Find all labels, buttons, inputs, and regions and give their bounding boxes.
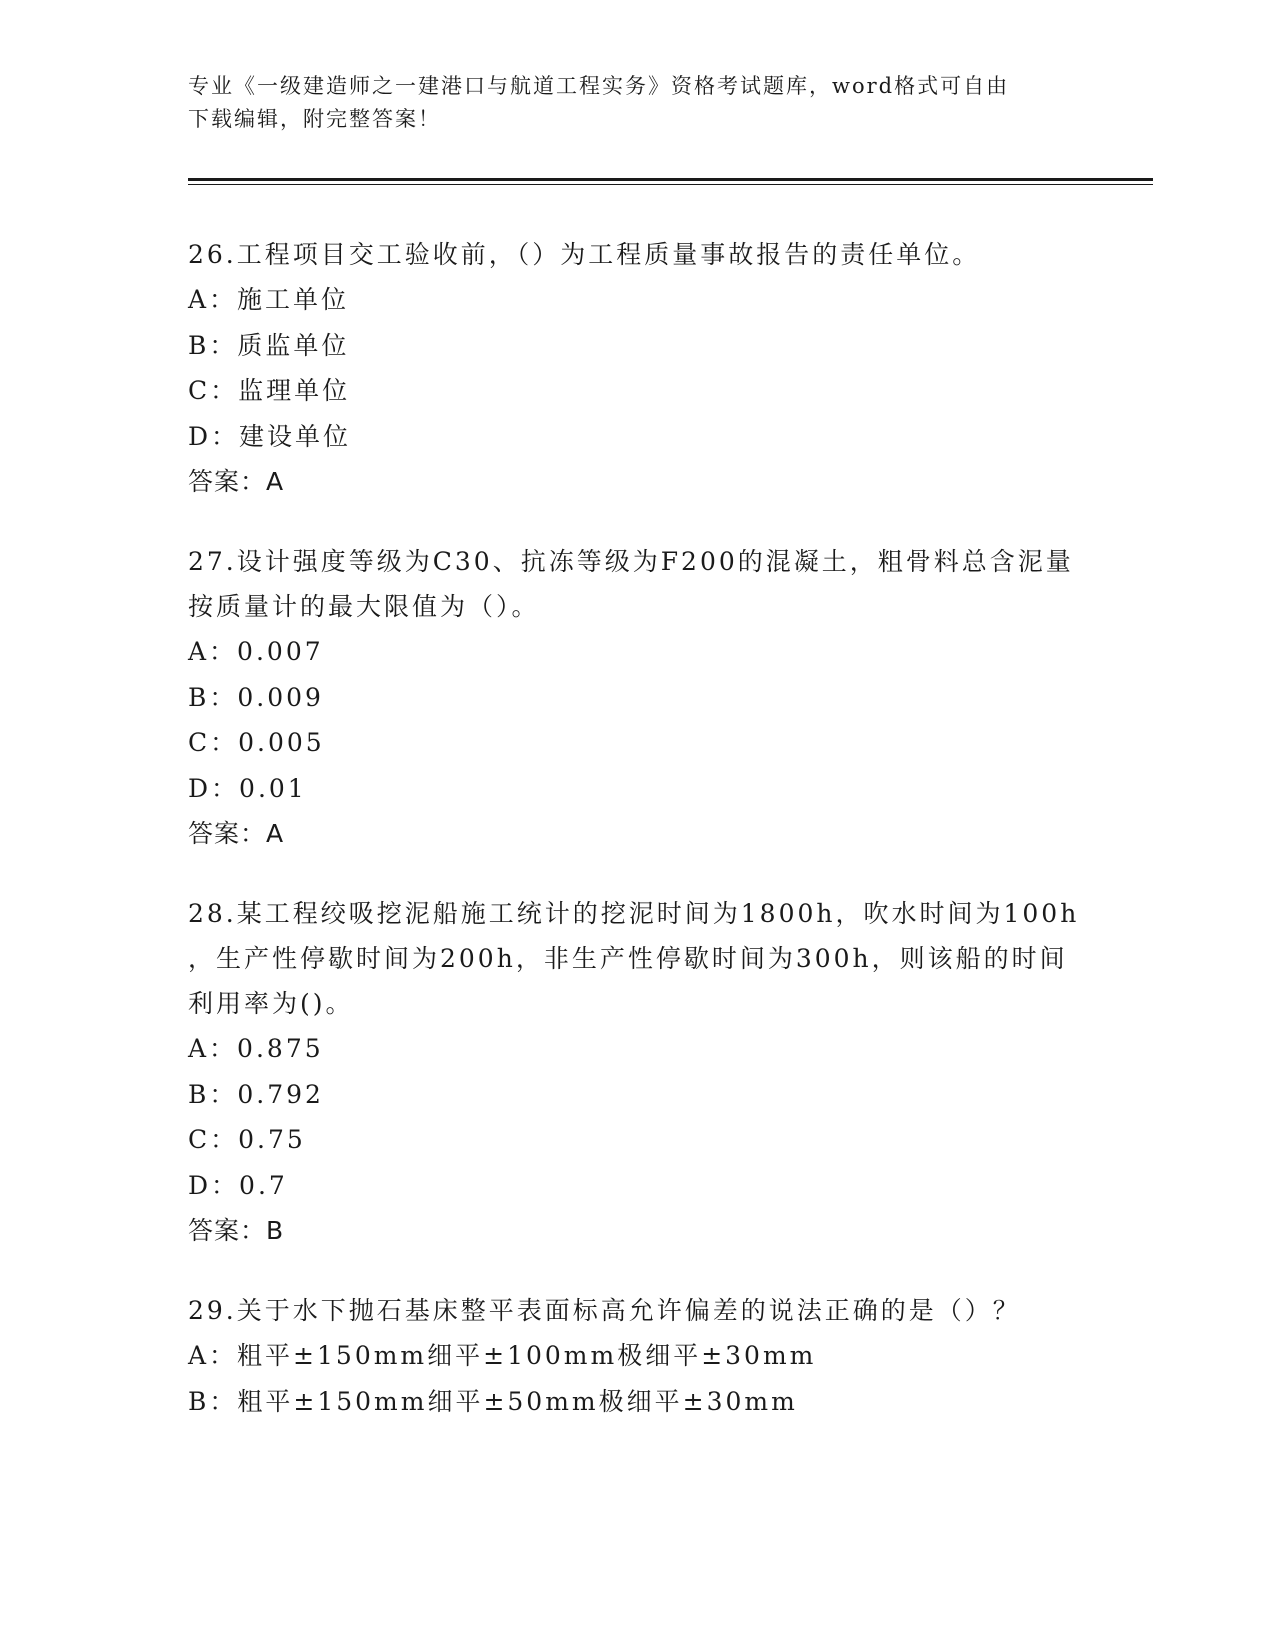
question-27 xyxy=(188,539,1088,856)
option-b: B：0.792 xyxy=(188,1079,324,1109)
question-stem-line: 28.某工程绞吸挖泥船施工统计的挖泥时间为1800h，吹水时间为100h xyxy=(188,899,1080,928)
option-d: D：建设单位 xyxy=(188,421,352,451)
option-b: B：0.009 xyxy=(188,682,324,712)
question-26 xyxy=(188,232,1088,504)
document-header xyxy=(188,70,1088,136)
answer-line: 答案：A xyxy=(188,467,285,496)
option-a: A：粗平±150mm细平±100mm极细平±30mm xyxy=(188,1341,817,1370)
question-stem-line: 29.关于水下抛石基床整平表面标高允许偏差的说法正确的是（）？ xyxy=(188,1296,1021,1325)
question-stem-line: 按质量计的最大限值为（）。 xyxy=(188,592,540,621)
answer-line: 答案：A xyxy=(188,819,285,848)
question-stem-line: 26.工程项目交工验收前，（）为工程质量事故报告的责任单位。 xyxy=(188,240,981,269)
option-a: A：0.007 xyxy=(188,637,324,666)
option-d: D：0.01 xyxy=(188,773,307,803)
option-b: B：质监单位 xyxy=(188,330,350,360)
option-b: B：粗平±150mm细平±50mm极细平±30mm xyxy=(188,1386,798,1416)
option-c: C：0.005 xyxy=(188,728,325,757)
header-line-2: 下载编辑，附完整答案！ xyxy=(188,107,441,131)
question-28 xyxy=(188,891,1088,1253)
option-a: A：0.875 xyxy=(188,1034,324,1063)
option-c: C：0.75 xyxy=(188,1125,306,1154)
question-29 xyxy=(188,1288,1088,1424)
header-line-1: 专业《一级建造师之一建港口与航道工程实务》资格考试题库，word格式可自由 xyxy=(188,74,1010,98)
option-a: A：施工单位 xyxy=(188,285,350,314)
question-stem-line: 利用率为()。 xyxy=(188,989,354,1018)
question-list xyxy=(188,232,1088,1459)
header-divider-thin xyxy=(188,184,1153,185)
answer-line: 答案：B xyxy=(188,1216,285,1245)
question-stem-line: 27.设计强度等级为C30、抗冻等级为F200的混凝土，粗骨料总含泥量 xyxy=(188,547,1074,576)
question-stem-line: ，生产性停歇时间为200h，非生产性停歇时间为300h，则该船的时间 xyxy=(188,944,1068,973)
option-d: D：0.7 xyxy=(188,1170,288,1200)
option-c: C：监理单位 xyxy=(188,376,351,405)
header-divider-thick xyxy=(188,178,1153,181)
